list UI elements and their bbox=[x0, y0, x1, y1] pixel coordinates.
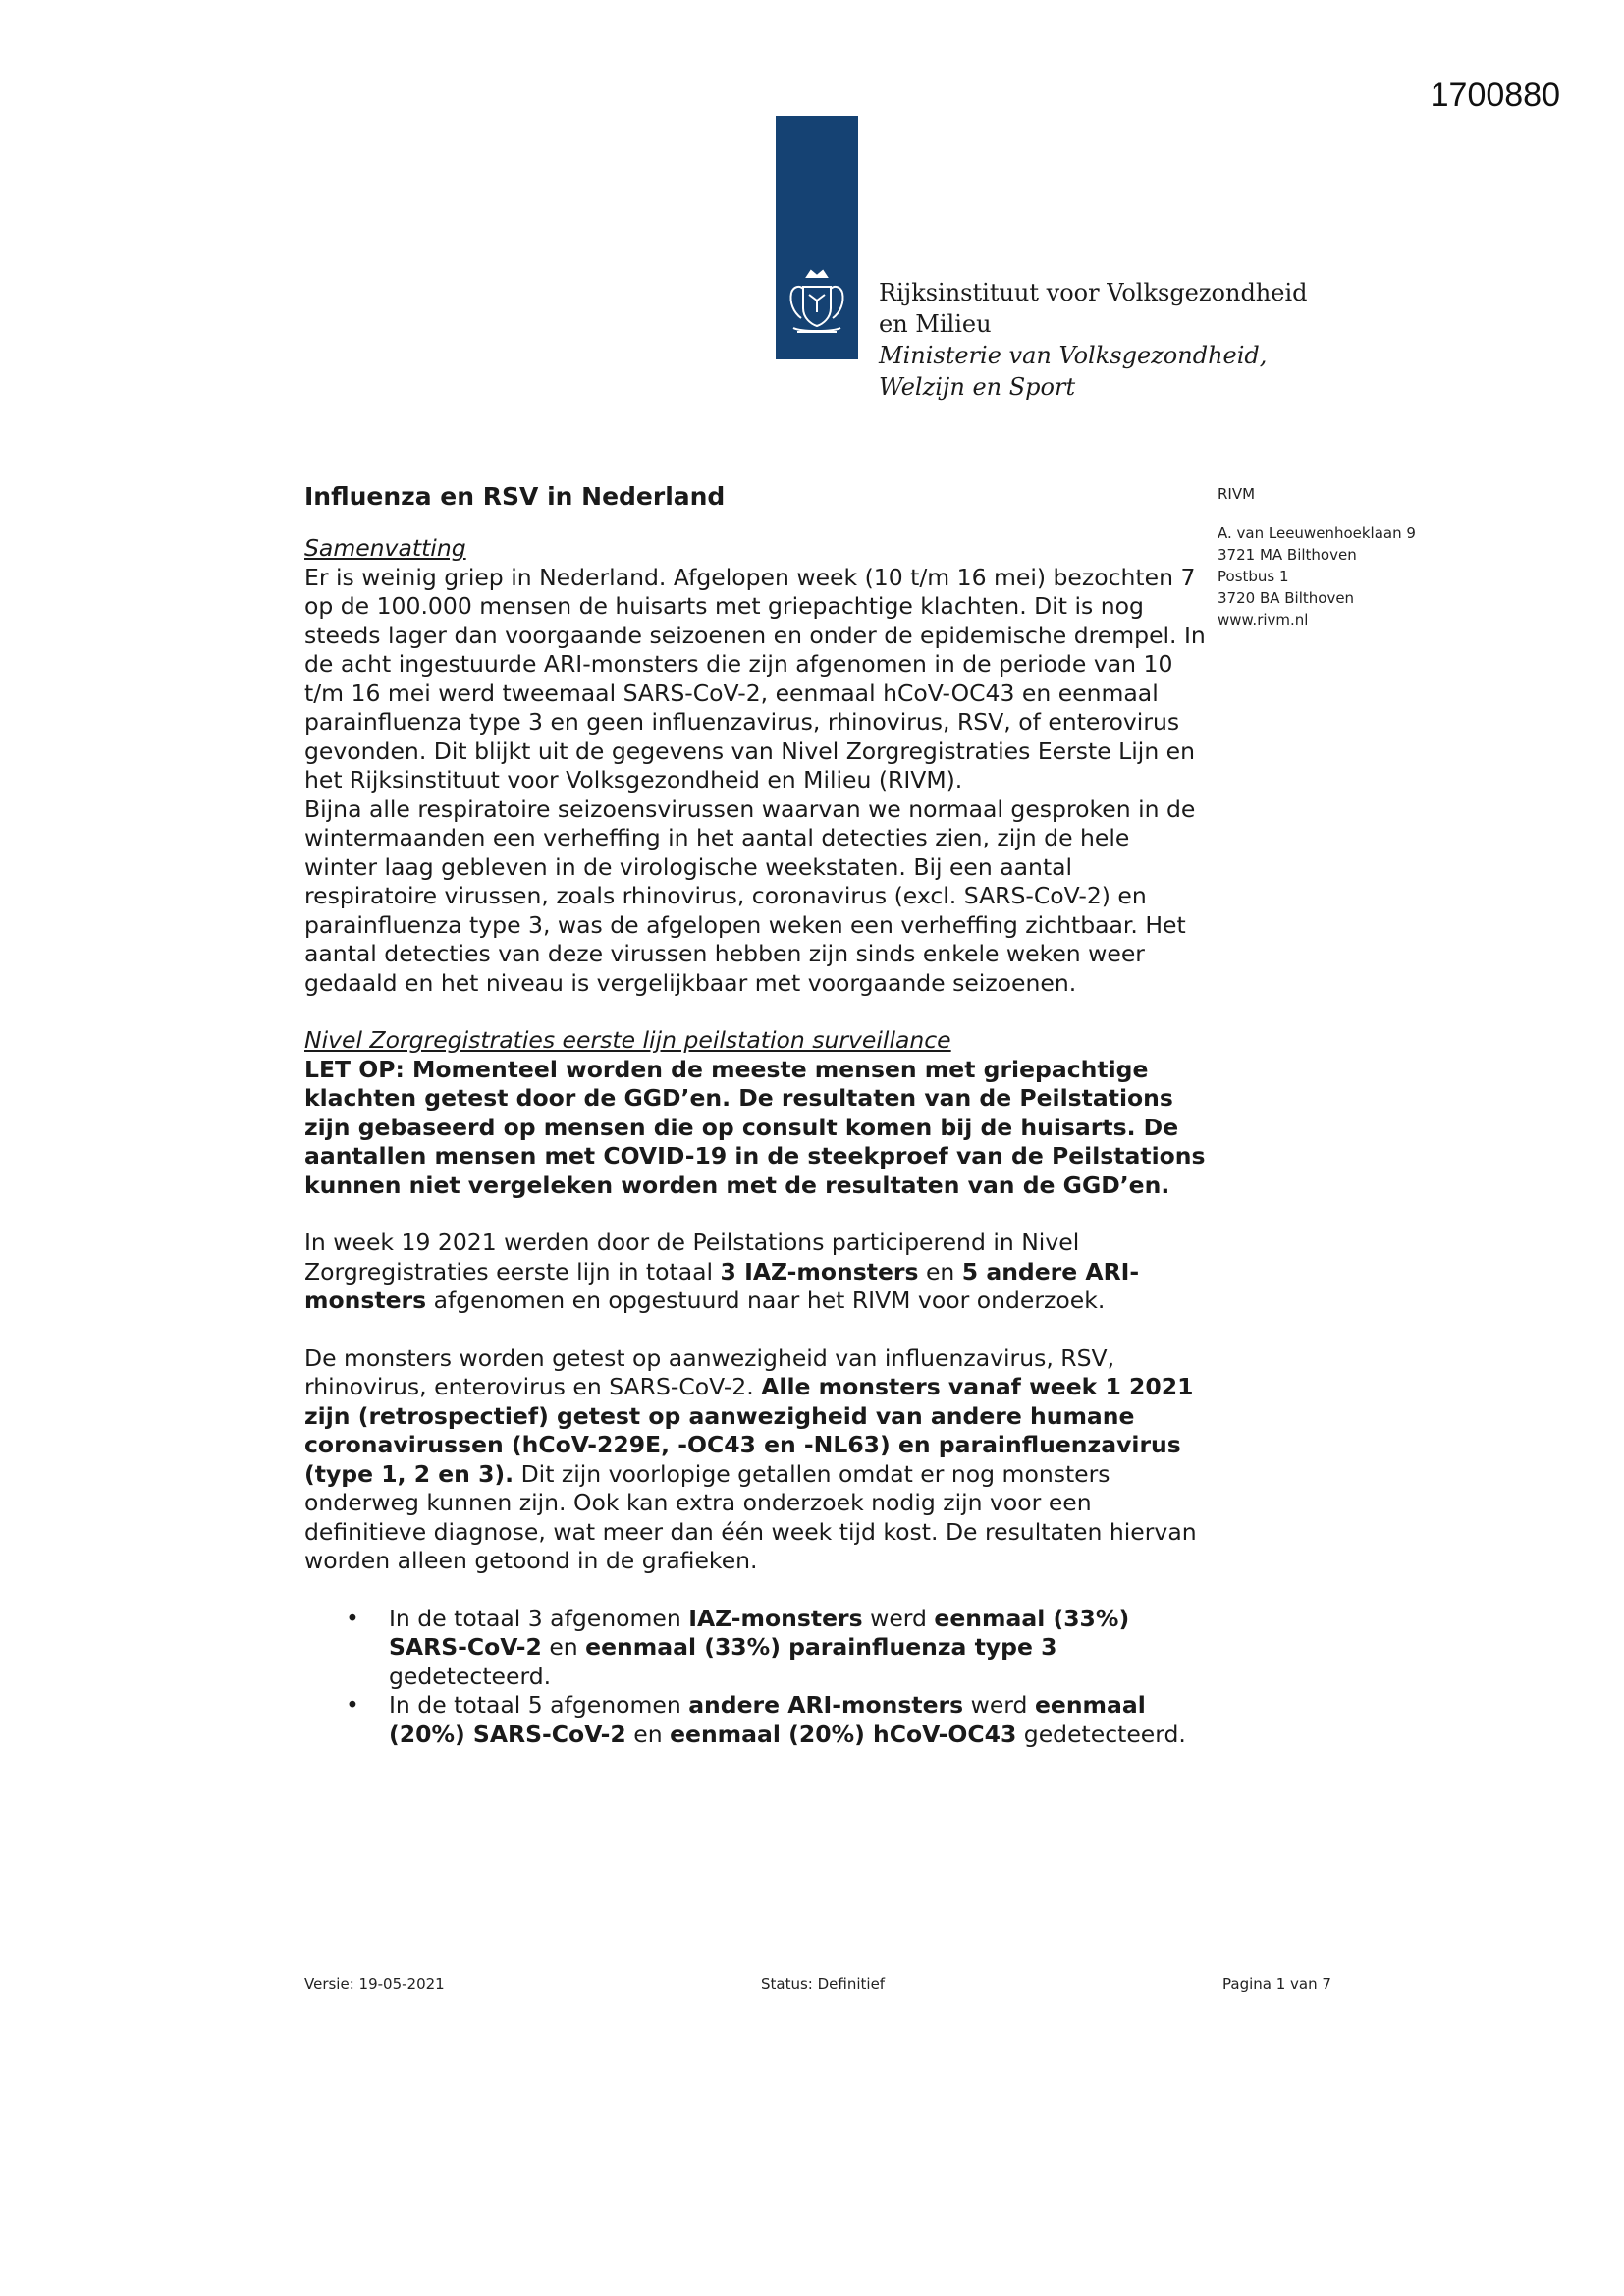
text-run: en bbox=[541, 1633, 586, 1661]
nivel-warning: LET OP: Momenteel worden de meeste mensen met griepachtige klachten getest door de GGD’en. De resultaten van de Peilstations zijn gebaseerd op mensen die op consult komen bij de huisarts. De aantallen mensen met COVID-19 in de steekproef van de Peilstations kunnen niet vergeleken worden met de resultaten van de GGD’en. bbox=[304, 1055, 1206, 1199]
org-name-line2: en Milieu bbox=[879, 310, 992, 338]
text-run-bold: eenmaal (20%) hCoV-OC43 bbox=[670, 1720, 1017, 1748]
sidebar-address2: 3721 MA Bilthoven bbox=[1218, 546, 1357, 564]
text-run-bold: IAZ-monsters bbox=[688, 1604, 863, 1632]
sidebar-postbus: Postbus 1 bbox=[1218, 568, 1289, 585]
text-run: In de totaal 3 afgenomen bbox=[389, 1604, 689, 1632]
bullet-icon: • bbox=[346, 1691, 359, 1719]
summary-paragraph-1: Er is weinig griep in Nederland. Afgelopen week (10 t/m 16 mei) bezochten 7 op de 100.000 mensen de huisarts met griepachtige klachten. Dit is nog steeds lager dan voorgaande seizoenen en onder de epidemische drempel. In de acht ingestuurde ARI-monsters die zijn afgenomen in de periode van 10 t/m 16 mei werd tweemaal SARS-CoV-2, eenmaal hCoV-OC43 en eenmaal parainfluenza type 3 en geen influenzavirus, rhinovirus, RSV, of enterovirus gevonden. Dit blijkt uit de gegevens van Nivel Zorgregistraties Eerste Lijn en het Rijksinstituut voor Volksgezondheid en Milieu (RIVM). bbox=[304, 563, 1206, 793]
text-run: werd bbox=[862, 1604, 935, 1632]
footer-version: Versie: 19-05-2021 bbox=[304, 1975, 445, 1993]
text-run: werd bbox=[963, 1691, 1035, 1719]
nivel-heading: Nivel Zorgregistraties eerste lijn peilstation surveillance bbox=[304, 1026, 951, 1054]
address-sidebar bbox=[1218, 483, 1512, 630]
org-name-line1: Rijksinstituut voor Volksgezondheid bbox=[879, 279, 1308, 306]
bullet-icon: • bbox=[346, 1604, 359, 1632]
nivel-paragraph-2 bbox=[304, 1344, 1208, 1576]
page-title: Influenza en RSV in Nederland bbox=[304, 482, 726, 511]
retrospective-note: Alle monsters vanaf week 1 2021 zijn (retrospectief) getest op aanwezigheid van andere humane coronavirussen (hCoV-229E, -OC43 en -NL63) en parainfluenzavirus (type 1, 2 en 3). bbox=[304, 1373, 1194, 1488]
text-run-bold: eenmaal (20%) SARS-CoV-2 bbox=[389, 1691, 1146, 1748]
footer-status: Status: Definitief bbox=[761, 1975, 886, 1993]
sidebar-address1: A. van Leeuwenhoeklaan 9 bbox=[1218, 524, 1416, 542]
text-run: en bbox=[918, 1257, 962, 1285]
text-run: en bbox=[625, 1720, 671, 1748]
text-run-bold: eenmaal (33%) parainfluenza type 3 bbox=[585, 1633, 1057, 1661]
text-run: In week 19 2021 werden door de Peilstations participerend in Nivel Zorgregistraties eerste lijn in totaal bbox=[304, 1229, 1080, 1285]
list-item bbox=[304, 1605, 1208, 1692]
nivel-paragraph-1 bbox=[304, 1229, 1208, 1316]
text-run-bold: eenmaal (33%) SARS-CoV-2 bbox=[389, 1604, 1130, 1661]
text-run: Dit zijn voorlopige getallen omdat er nog monsters onderweg kunnen zijn. Ook kan extra onderzoek nodig zijn voor een definitieve diagnose, wat meer dan één week tijd kost. De resultaten hiervan worden alleen getoond in de grafieken. bbox=[304, 1459, 1197, 1574]
document-number: 1700880 bbox=[1430, 77, 1560, 114]
text-run-bold: andere ARI-monsters bbox=[688, 1691, 964, 1719]
ari-count: 5 andere ARI-monsters bbox=[304, 1257, 1140, 1314]
text-run: gedetecteerd. bbox=[389, 1662, 552, 1690]
ministry-line2: Welzijn en Sport bbox=[879, 373, 1076, 401]
summary-heading: Samenvatting bbox=[304, 534, 466, 562]
text-run: gedetecteerd. bbox=[1016, 1720, 1186, 1748]
organisation-name bbox=[879, 277, 1308, 403]
document-body bbox=[304, 479, 1208, 1749]
sidebar-address3: 3720 BA Bilthoven bbox=[1218, 589, 1355, 607]
sidebar-org: RIVM bbox=[1218, 485, 1256, 503]
text-run: afgenomen en opgestuurd naar het RIVM voor onderzoek. bbox=[426, 1286, 1106, 1314]
ministry-line1: Ministerie van Volksgezondheid, bbox=[879, 342, 1268, 369]
royal-crest-icon bbox=[784, 267, 850, 338]
text-run: De monsters worden getest op aanwezigheid van influenzavirus, RSV, rhinovirus, enterovirus en SARS-CoV-2. bbox=[304, 1343, 1115, 1400]
list-item bbox=[304, 1691, 1208, 1749]
results-list bbox=[304, 1605, 1208, 1750]
sidebar-website: www.rivm.nl bbox=[1218, 611, 1309, 629]
summary-paragraph-2: Bijna alle respiratoire seizoensvirussen waarvan we normaal gesproken in de wintermaanden een verheffing in het aantal detecties zien, zijn de hele winter laag gebleven in de virologische weekstaten. Bij een aantal respiratoire virussen, zoals rhinovirus, coronavirus (excl. SARS-CoV-2) en parainfluenza type 3, was de afgelopen weken een verheffing zichtbaar. Het aantal detecties van deze virussen hebben zijn sinds enkele weken weer gedaald en het niveau is vergelijkbaar met voorgaande seizoenen. bbox=[304, 794, 1196, 997]
iaz-count: 3 IAZ-monsters bbox=[720, 1257, 919, 1285]
footer-page-number: Pagina 1 van 7 bbox=[1222, 1975, 1331, 1993]
text-run: In de totaal 5 afgenomen bbox=[389, 1691, 689, 1719]
